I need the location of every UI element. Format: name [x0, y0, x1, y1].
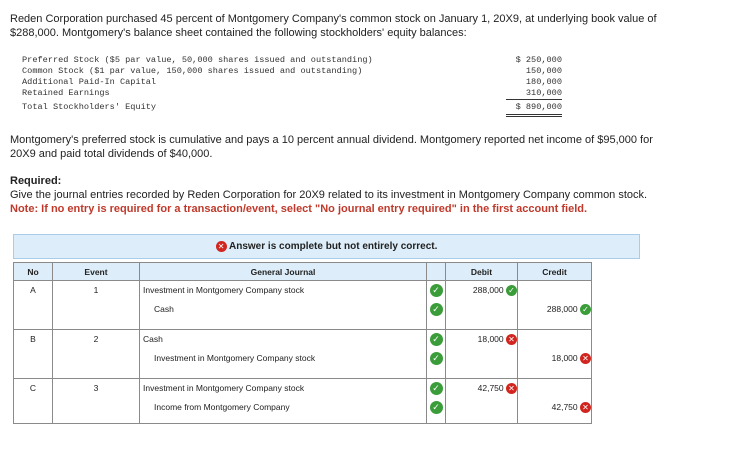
bs-label: Total Stockholders' Equity [22, 102, 157, 112]
credit-amount-empty[interactable] [518, 330, 591, 349]
bs-row [22, 55, 562, 66]
row-event-cell [53, 330, 140, 379]
intro-line-2: $288,000. Montgomery's balance sheet contained the following stockholders' equity balances: [10, 27, 467, 39]
x-circle-icon: ✕ [216, 241, 227, 252]
debit-amount[interactable]: 18,000 [477, 334, 504, 344]
bs-value: $ 890,000 [515, 102, 562, 112]
x-circle-icon: ✕ [580, 353, 591, 364]
bs-label: Retained Earnings [22, 88, 110, 98]
balance-sheet [0, 55, 562, 117]
debit-amount-empty[interactable] [446, 300, 517, 319]
para2-line-1: Montgomery's preferred stock is cumulative and pays a 10 percent annual dividend. Montgomery reported net income of $95,000 for [10, 134, 653, 146]
row-event: 3 [93, 383, 99, 393]
table-row [14, 379, 592, 424]
row-no-cell [14, 330, 53, 379]
check-cell [427, 281, 446, 330]
account-field[interactable]: Investment in Montgomery Company stock [143, 285, 305, 295]
account-field[interactable]: Investment in Montgomery Company stock [143, 383, 305, 393]
row-no-cell [14, 281, 53, 330]
check-cell [427, 379, 446, 424]
bs-row [22, 66, 562, 77]
bs-value: $ 250,000 [515, 55, 562, 65]
required-text: Give the journal entries recorded by Reden Corporation for 20X9 related to its investment in Montgomery Company common stock. [10, 189, 648, 201]
col-header-check [427, 263, 446, 281]
check-circle-icon: ✓ [580, 304, 591, 315]
credit-amount-empty[interactable] [518, 281, 591, 300]
check-circle-icon: ✓ [430, 382, 443, 395]
account-cell [140, 330, 427, 379]
debit-cell [446, 330, 518, 379]
bs-row [22, 88, 562, 99]
check-circle-icon: ✓ [430, 303, 443, 316]
required-heading: Required: [10, 175, 62, 187]
credit-cell [518, 330, 592, 379]
table-header-row [14, 263, 592, 281]
debit-amount[interactable]: 42,750 [477, 383, 504, 393]
subtotal-rule [506, 99, 562, 100]
bs-label: Common Stock ($1 par value, 150,000 shares issued and outstanding) [22, 66, 363, 76]
account-field[interactable]: Cash [154, 304, 174, 314]
x-circle-icon: ✕ [506, 334, 517, 345]
debit-amount-empty[interactable] [446, 349, 517, 368]
check-circle-icon: ✓ [430, 333, 443, 346]
col-header-event: Event [53, 263, 140, 281]
check-circle-icon: ✓ [430, 401, 443, 414]
credit-amount[interactable]: 42,750 [551, 402, 578, 412]
intro-line-1: Reden Corporation purchased 45 percent of Montgomery Company's common stock on January 1, 20X9, at underlying book value of [10, 13, 657, 25]
bs-row-total [22, 102, 562, 113]
bs-value: 310,000 [525, 88, 562, 98]
bs-row [22, 77, 562, 88]
total-double-rule [506, 114, 562, 117]
paragraph-2 [10, 133, 740, 161]
check-circle-icon: ✓ [506, 285, 517, 296]
x-circle-icon: ✕ [506, 383, 517, 394]
account-cell [140, 379, 427, 424]
table-row [14, 281, 592, 330]
account-field[interactable]: Income from Montgomery Company [154, 402, 290, 412]
intro-paragraph [10, 12, 740, 40]
bs-label: Preferred Stock ($5 par value, 50,000 shares issued and outstanding) [22, 55, 373, 65]
para2-line-2: 20X9 and paid total dividends of $40,000. [10, 148, 213, 160]
account-field[interactable]: Investment in Montgomery Company stock [154, 353, 316, 363]
row-event-cell [53, 379, 140, 424]
col-header-debit: Debit [446, 263, 518, 281]
row-event: 2 [93, 334, 99, 344]
debit-amount[interactable]: 288,000 [472, 285, 504, 295]
row-no-cell [14, 379, 53, 424]
credit-cell [518, 379, 592, 424]
answer-status-banner [13, 234, 640, 259]
row-no: C [29, 383, 37, 393]
required-section [10, 174, 740, 216]
check-circle-icon: ✓ [430, 284, 443, 297]
col-header-no: No [14, 263, 53, 281]
account-cell [140, 281, 427, 330]
debit-amount-empty[interactable] [446, 398, 517, 417]
col-header-credit: Credit [518, 263, 592, 281]
row-no: B [30, 334, 36, 344]
credit-amount[interactable]: 288,000 [546, 304, 578, 314]
row-event: 1 [93, 285, 99, 295]
check-circle-icon: ✓ [430, 352, 443, 365]
bs-value: 180,000 [525, 77, 562, 87]
required-note: Note: If no entry is required for a transaction/event, select "No journal entry required" in the first account field. [10, 203, 588, 215]
table-row [14, 330, 592, 379]
col-header-journal: General Journal [140, 263, 427, 281]
row-event-cell [53, 281, 140, 330]
x-circle-icon: ✕ [580, 402, 591, 413]
bs-value: 150,000 [525, 66, 562, 76]
credit-amount[interactable]: 18,000 [551, 353, 578, 363]
row-no: A [30, 285, 36, 295]
banner-text: Answer is complete but not entirely correct. [229, 241, 438, 252]
debit-cell [446, 379, 518, 424]
bs-label: Additional Paid-In Capital [22, 77, 157, 87]
credit-amount-empty[interactable] [518, 379, 591, 398]
account-field[interactable]: Cash [143, 334, 163, 344]
credit-cell [518, 281, 592, 330]
journal-table [13, 262, 592, 424]
check-cell [427, 330, 446, 379]
debit-cell [446, 281, 518, 330]
